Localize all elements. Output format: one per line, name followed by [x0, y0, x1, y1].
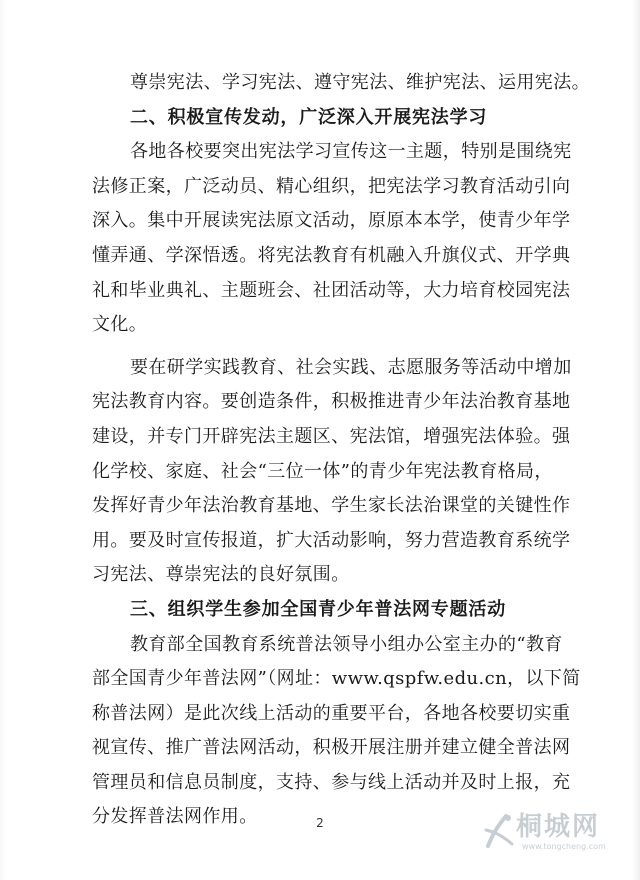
section-heading-2: 二、积极宣传发动，广泛深入开展宪法学习	[130, 106, 488, 128]
paragraph-line: 称普法网）是此次线上活动的重要平台，各地各校要切实重	[92, 702, 571, 724]
paragraph-line: 建设，并专门开辟宪法主题区、宪法馆，增强宪法体验。强	[92, 425, 571, 447]
paragraph-line: 习宪法、尊崇宪法的良好氛围。	[92, 564, 350, 586]
paragraph-line: 尊崇宪法、学习宪法、遵守宪法、维护宪法、运用宪法。	[130, 72, 590, 93]
section-heading-3: 三、组织学生参加全国青少年普法网专题活动	[130, 598, 506, 620]
paragraph-line: 深入。集中开展读宪法原文活动，原原本本学，使青少年学	[92, 210, 571, 232]
paragraph-line: 要在研学实践教育、社会实践、志愿服务等活动中增加	[130, 356, 572, 378]
watermark-url: www.tongcheng.com	[522, 842, 606, 851]
paragraph-line: 礼和毕业典礼、主题班会、社团活动等，大力培育校园宪法	[92, 279, 571, 301]
paragraph-line: 文化。	[92, 314, 148, 336]
page-number: 2	[316, 816, 324, 830]
paragraph-line: 各地各校要突出宪法学习宣传这一主题，特别是围绕宪	[130, 141, 572, 163]
watermark-logo-icon	[482, 810, 516, 850]
paragraph-line: 用。要及时宣传报道，扩大活动影响，努力营造教育系统学	[92, 529, 571, 551]
watermark-brand: 桐城网	[516, 812, 601, 842]
paragraph-line: 教育部全国教育系统普法领导小组办公室主办的“教育	[130, 633, 563, 655]
paragraph-line: 化学校、家庭、社会“三位一体”的青少年宪法教育格局，	[92, 460, 553, 482]
paragraph-line: 管理员和信息员制度，支持、参与线上活动并及时上报，充	[92, 771, 571, 793]
paragraph-line: 宪法教育内容。要创造条件，积极推进青少年法治教育基地	[92, 391, 571, 413]
paragraph-line: 懂弄通、学深悟透。将宪法教育有机融入升旗仪式、开学典	[92, 244, 571, 266]
watermark	[482, 806, 622, 858]
paragraph-line: 部全国青少年普法网”（网址：www.qspfw.edu.cn，以下简	[92, 668, 581, 690]
paragraph-line: 发挥好青少年法治教育基地、学生家长法治课堂的关键性作	[92, 495, 571, 517]
paragraph-line: 分发挥普法网作用。	[92, 806, 258, 828]
paragraph-line: 视宣传、推广普法网活动，积极开展注册并建立健全普法网	[92, 737, 571, 759]
paragraph-gap	[92, 343, 562, 351]
paragraph-line: 法修正案，广泛动员、精心组织，把宪法学习教育活动引向	[92, 175, 571, 197]
